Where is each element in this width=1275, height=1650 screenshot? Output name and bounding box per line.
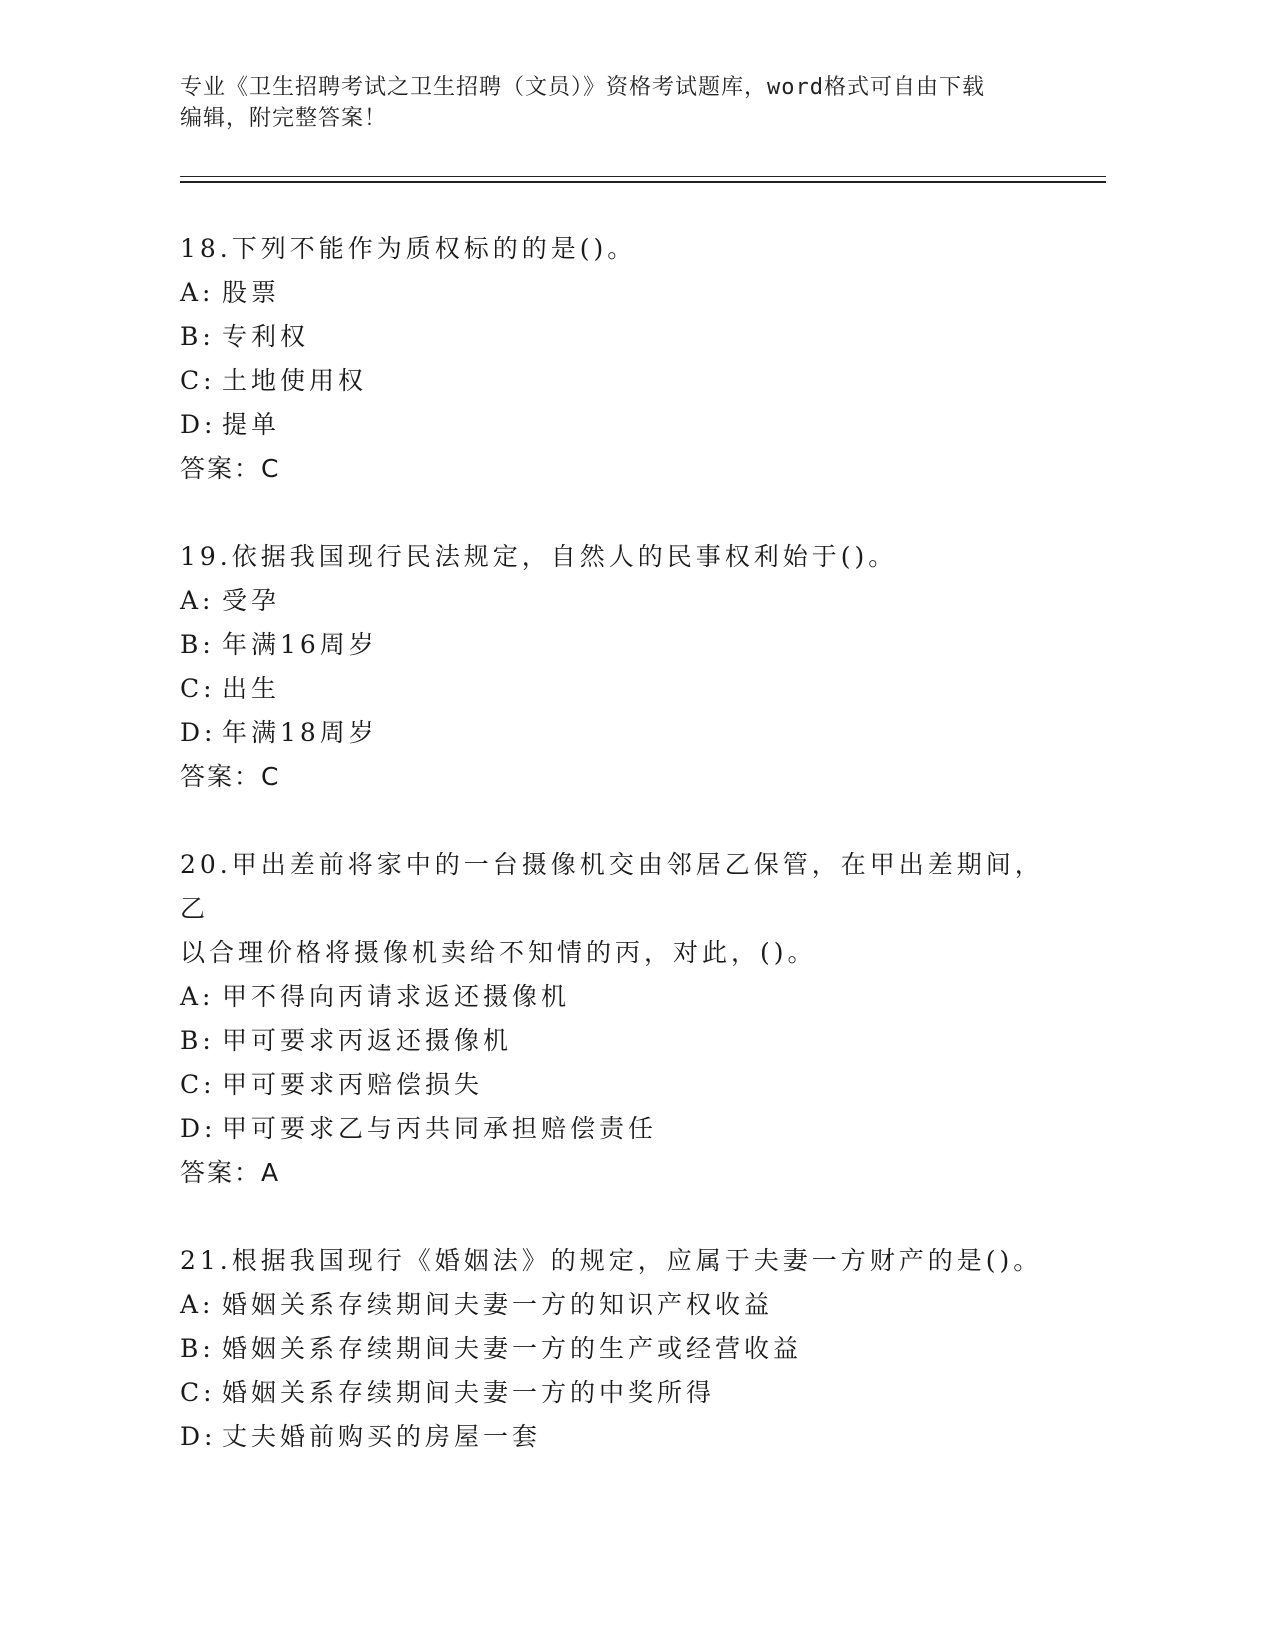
option-b: [180, 1019, 1060, 1063]
option-a: [180, 271, 1060, 315]
option-text: 受孕: [222, 586, 281, 615]
option-letter: C:: [180, 674, 216, 703]
question-stem: [180, 535, 1060, 579]
option-letter: D:: [180, 410, 217, 439]
option-text: 甲可要求丙返还摄像机: [222, 1026, 513, 1055]
option-letter: A:: [180, 982, 215, 1011]
question-stem: [180, 843, 1060, 975]
answer-line: 答案：A: [180, 1158, 281, 1187]
question-stem: [180, 1239, 1060, 1283]
option-letter: C:: [180, 1070, 216, 1099]
option-letter: B:: [180, 1026, 215, 1055]
header-rule-top: [180, 176, 1106, 177]
header-rule-bottom: [180, 181, 1106, 183]
option-text: 年满16周岁: [222, 630, 378, 659]
question-21: [180, 1239, 1060, 1459]
option-c: [180, 1371, 1060, 1415]
option-text: 专利权: [222, 322, 310, 351]
option-a: [180, 975, 1060, 1019]
option-letter: C:: [180, 366, 216, 395]
option-letter: C:: [180, 1378, 216, 1407]
question-19: [180, 535, 1060, 799]
option-text: 甲可要求乙与丙共同承担赔偿责任: [222, 1114, 658, 1143]
option-text: 婚姻关系存续期间夫妻一方的生产或经营收益: [222, 1334, 803, 1363]
option-text: 提单: [222, 410, 281, 439]
answer-line: 答案：C: [180, 762, 281, 791]
option-text: 土地使用权: [222, 366, 368, 395]
stem-line: 18.下列不能作为质权标的的是()。: [180, 234, 637, 263]
option-text: 出生: [222, 674, 281, 703]
option-text: 婚姻关系存续期间夫妻一方的中奖所得: [222, 1378, 716, 1407]
option-text: 婚姻关系存续期间夫妻一方的知识产权收益: [222, 1290, 774, 1319]
option-b: [180, 315, 1060, 359]
option-letter: A:: [180, 278, 215, 307]
option-letter: B:: [180, 322, 215, 351]
option-letter: A:: [180, 586, 215, 615]
question-list: [180, 227, 1060, 1503]
option-text: 丈夫婚前购买的房屋一套: [222, 1422, 542, 1451]
option-d: [180, 1415, 1060, 1459]
option-letter: D:: [180, 718, 217, 747]
stem-line: 以合理价格将摄像机卖给不知情的丙，对此，()。: [180, 938, 817, 967]
option-b: [180, 623, 1060, 667]
option-text: 甲可要求丙赔偿损失: [222, 1070, 484, 1099]
header-line-1: 专业《卫生招聘考试之卫生招聘（文员）》资格考试题库，word格式可自由下载: [180, 75, 985, 100]
stem-line: 20.甲出差前将家中的一台摄像机交由邻居乙保管，在甲出差期间，乙: [180, 850, 1044, 923]
option-a: [180, 1283, 1060, 1327]
document-header: [180, 72, 1060, 134]
stem-line: 21.根据我国现行《婚姻法》的规定，应属于夫妻一方财产的是()。: [180, 1246, 1043, 1275]
option-text: 甲不得向丙请求返还摄像机: [222, 982, 571, 1011]
option-c: [180, 359, 1060, 403]
option-letter: D:: [180, 1422, 217, 1451]
option-letter: D:: [180, 1114, 217, 1143]
answer-line: 答案：C: [180, 454, 281, 483]
option-letter: A:: [180, 1290, 215, 1319]
option-a: [180, 579, 1060, 623]
option-d: [180, 711, 1060, 755]
option-c: [180, 667, 1060, 711]
option-b: [180, 1327, 1060, 1371]
option-text: 年满18周岁: [222, 718, 378, 747]
question-18: [180, 227, 1060, 491]
option-d: [180, 1107, 1060, 1151]
header-line-2: 编辑，附完整答案！: [180, 106, 388, 131]
question-20: [180, 843, 1060, 1195]
stem-line: 19.依据我国现行民法规定，自然人的民事权利始于()。: [180, 542, 898, 571]
option-c: [180, 1063, 1060, 1107]
option-text: 股票: [222, 278, 281, 307]
option-letter: B:: [180, 630, 215, 659]
question-stem: [180, 227, 1060, 271]
option-d: [180, 403, 1060, 447]
option-letter: B:: [180, 1334, 215, 1363]
